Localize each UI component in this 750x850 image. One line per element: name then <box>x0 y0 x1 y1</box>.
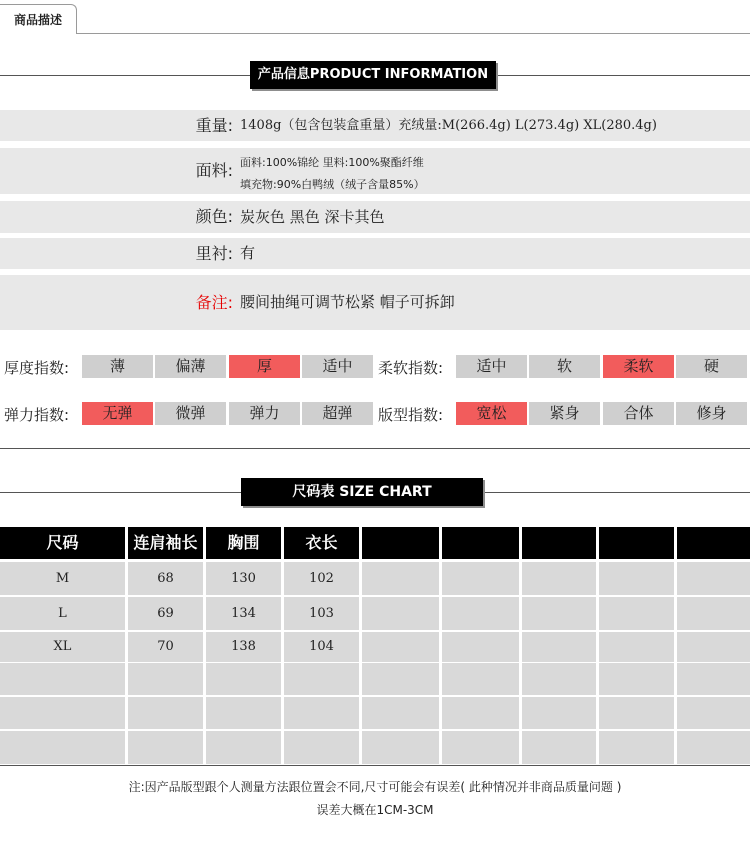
weight-value: 1408g（包含包装盒重量）充绒量:M(266.4g) L(273.4g) XL(280.4g) <box>240 118 657 133</box>
size-table-cell <box>128 731 203 764</box>
softness-index-label: 柔软指数: <box>378 359 444 377</box>
size-table-cell <box>599 632 674 662</box>
size-table-cell <box>599 731 674 764</box>
size-note: 注:因产品版型跟个人测量方法跟位置会不同,尺寸可能会有误差( 此种情况并非商品质量问题 ) <box>128 780 622 794</box>
product-info-banner: 产品信息PRODUCT INFORMATION <box>250 61 496 89</box>
size-table-cell: 138 <box>206 632 281 662</box>
weight-row <box>0 110 750 141</box>
size-table-cell: 68 <box>128 562 203 595</box>
color-row <box>0 201 750 233</box>
elasticity-option: 超弹 <box>302 402 373 425</box>
size-table-cell <box>677 597 750 630</box>
size-table-cell <box>522 697 596 729</box>
color-value: 炭灰色 黑色 深卡其色 <box>240 208 385 226</box>
size-table-cell: 69 <box>128 597 203 630</box>
remark-value: 腰间抽绳可调节松紧 帽子可拆卸 <box>240 293 455 311</box>
size-table-cell <box>522 731 596 764</box>
size-table-cell: L <box>0 597 125 630</box>
size-table-cell: 102 <box>284 562 359 595</box>
size-table-cell <box>677 663 750 695</box>
size-table-cell <box>0 697 125 729</box>
lining-label: 里衬: <box>195 244 233 263</box>
fabric-row <box>0 148 750 194</box>
remark-label: 备注: <box>195 293 233 312</box>
size-table-cell <box>677 697 750 729</box>
size-table-cell <box>362 731 439 764</box>
fit-option: 紧身 <box>529 402 600 425</box>
size-table-cell <box>442 597 519 630</box>
size-table-cell <box>522 597 596 630</box>
size-table-cell <box>522 663 596 695</box>
fit-option: 宽松 <box>456 402 527 425</box>
size-table-cell <box>362 697 439 729</box>
header-empty <box>442 527 519 559</box>
size-note-tolerance: 误差大概在1CM-3CM <box>316 803 434 817</box>
size-table-cell <box>0 663 125 695</box>
size-table-cell <box>206 697 281 729</box>
size-table-cell <box>677 632 750 662</box>
fabric-line-1: 面料:100%锦纶 里料:100%聚酯纤维 <box>240 156 424 169</box>
size-table-cell <box>677 731 750 764</box>
size-table-cell <box>442 663 519 695</box>
size-table-header <box>0 527 750 559</box>
tab-divider <box>76 33 750 34</box>
size-table-cell: 134 <box>206 597 281 630</box>
size-table-cell <box>442 697 519 729</box>
tab-product-description[interactable]: 商品描述 <box>0 4 77 34</box>
elasticity-option: 无弹 <box>82 402 153 425</box>
size-table-cell <box>442 562 519 595</box>
remark-row <box>0 275 750 330</box>
size-table-cell <box>362 632 439 662</box>
size-table-cell <box>599 697 674 729</box>
softness-option: 适中 <box>456 355 527 378</box>
size-table-cell <box>284 663 359 695</box>
size-table-cell <box>442 731 519 764</box>
softness-option: 柔软 <box>603 355 674 378</box>
size-table-cell <box>362 663 439 695</box>
thickness-option: 厚 <box>229 355 300 378</box>
size-table-cell <box>599 597 674 630</box>
size-table-cell <box>362 597 439 630</box>
size-table-cell <box>599 663 674 695</box>
size-table-cell <box>284 731 359 764</box>
softness-option: 硬 <box>676 355 747 378</box>
size-table-cell <box>0 731 125 764</box>
size-table-cell <box>128 697 203 729</box>
size-table-cell: XL <box>0 632 125 662</box>
size-table-cell <box>206 731 281 764</box>
size-table-cell <box>599 562 674 595</box>
thickness-index-label: 厚度指数: <box>4 359 70 377</box>
size-table-cell <box>206 663 281 695</box>
size-table-cell: M <box>0 562 125 595</box>
fit-index-label: 版型指数: <box>378 406 444 424</box>
fabric-line-2: 填充物:90%白鸭绒（绒子含量85%） <box>240 178 425 191</box>
size-table-cell <box>284 697 359 729</box>
elasticity-option: 微弹 <box>155 402 226 425</box>
header-empty <box>599 527 674 559</box>
header-empty <box>362 527 439 559</box>
size-table-cell <box>677 562 750 595</box>
softness-option: 软 <box>529 355 600 378</box>
fit-option: 合体 <box>603 402 674 425</box>
thickness-option: 薄 <box>82 355 153 378</box>
header-empty <box>522 527 596 559</box>
header-chest: 胸围 <box>206 527 281 559</box>
size-chart-banner: 尺码表 SIZE CHART <box>241 478 483 506</box>
thickness-option: 偏薄 <box>155 355 226 378</box>
weight-label: 重量: <box>195 116 233 135</box>
size-table-cell <box>362 562 439 595</box>
thickness-option: 适中 <box>302 355 373 378</box>
size-table-cell <box>522 632 596 662</box>
size-table-cell: 130 <box>206 562 281 595</box>
color-label: 颜色: <box>195 207 233 226</box>
elasticity-index-label: 弹力指数: <box>4 406 70 424</box>
header-sleeve-length: 连肩袖长 <box>128 527 203 559</box>
elasticity-option: 弹力 <box>229 402 300 425</box>
fit-option: 修身 <box>676 402 747 425</box>
header-length: 衣长 <box>284 527 359 559</box>
size-table-cell: 70 <box>128 632 203 662</box>
header-empty <box>677 527 750 559</box>
size-table-cell: 103 <box>284 597 359 630</box>
fabric-label: 面料: <box>195 161 233 180</box>
lining-row <box>0 238 750 269</box>
size-table-cell: 104 <box>284 632 359 662</box>
size-table-cell <box>522 562 596 595</box>
header-size: 尺码 <box>0 527 125 559</box>
lining-value: 有 <box>240 244 256 262</box>
size-table-cell <box>442 632 519 662</box>
size-table-cell <box>128 663 203 695</box>
